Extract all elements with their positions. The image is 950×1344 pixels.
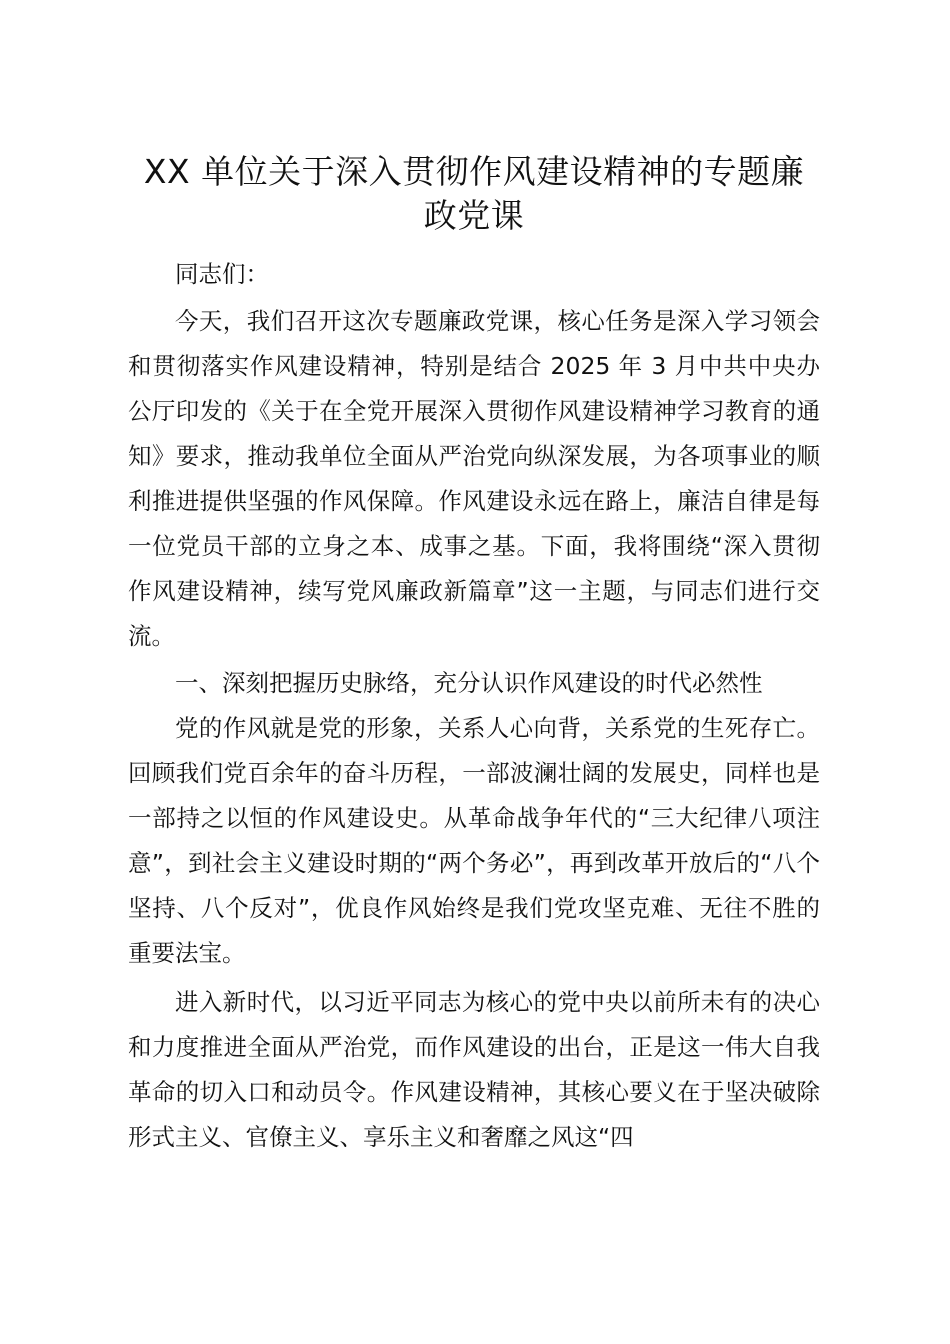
section-paragraph-2: 进入新时代，以习近平同志为核心的党中央以前所未有的决心和力度推进全面从严治党，而作风建设的出台，正是这一伟大自我革命的切入口和动员令。作风建设精神，其核心要义在于坚决破除形式主义、官僚主义、享乐主义和奢靡之风这“四 — [128, 988, 820, 1151]
section-heading: 一、深刻把握历史脉络，充分认识作风建设的时代必然性 — [175, 669, 763, 697]
document-body — [128, 252, 820, 1160]
section-paragraph-1: 党的作风就是党的形象，关系人心向背，关系党的生死存亡。回顾我们党百余年的奋斗历程，一部波澜壮阔的发展史，同样也是一部持之以恒的作风建设史。从革命战争年代的“三大纪律八项注意”，到社会主义建设时期的“两个务必”，再到改革开放后的“八个坚持、八个反对”，优良作风始终是我们党攻坚克难、无往不胜的重要法宝。 — [128, 714, 820, 967]
document-page — [128, 150, 820, 1160]
document-title: XX 单位关于深入贯彻作风建设精神的专题廉政党课 — [143, 152, 805, 235]
salutation: 同志们： — [175, 260, 269, 288]
intro-paragraph: 今天，我们召开这次专题廉政党课，核心任务是深入学习领会和贯彻落实作风建设精神，特别是结合 2025 年 3 月中共中央办公厅印发的《关于在全党开展深入贯彻作风建设精神学习教育的通知》要求，推动我单位全面从严治党向纵深发展，为各项事业的顺利推进提供坚强的作风保障。作风建设永远在路上，廉洁自律是每一位党员干部的立身之本、成事之基。下面，我将围绕“深入贯彻作风建设精神，续写党风廉政新篇章”这一主题，与同志们进行交流。 — [128, 307, 820, 650]
